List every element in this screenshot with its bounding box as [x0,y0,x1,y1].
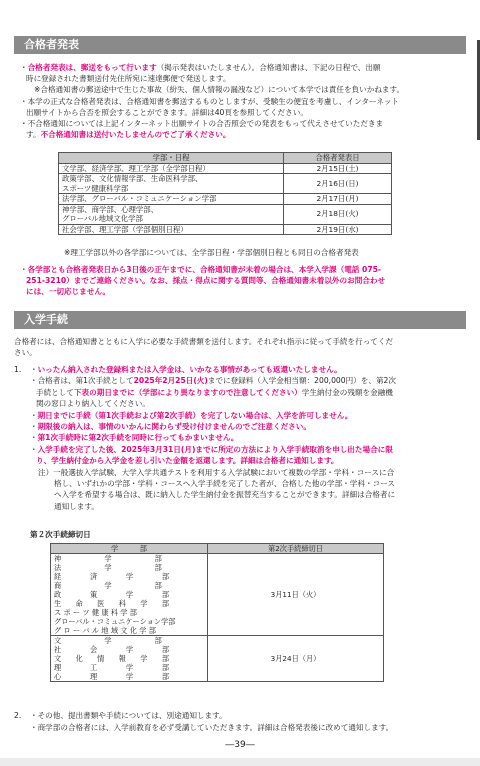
text-span: ※合格通知書の郵送途中で生じた事故（紛失、個人情報の漏洩など）について本学では責任を負いかねます。 [34,85,405,95]
deadline-faculty-name: 生 命 医 科 学 部 [54,599,170,608]
pass-announcement-heading [14,36,466,54]
deadline-header-date: 第2次手続締切日 [208,544,384,554]
text-span: 出願サイトから合否を照会することができます。詳細は40頁を参照してください。 [26,107,308,117]
text-span: までに登録料（入学金相当額：200,000円）を、第2次 [207,376,396,386]
text-line [54,501,99,512]
text-line [30,432,238,443]
text-span: ・ [30,444,38,454]
text-span: り、学生納付金から入学金を差し引いた金額を返還します。詳細は合格者に通知します。 [36,456,339,466]
text-line: ・商学部の合格者には、入学前教育を必ず受講していただきます。詳細は合格発表後に改めて通知します。 [30,723,394,732]
deadline-title: 第２次手続締切日 [30,530,91,539]
table-cell-faculty: 社会学部、理工学部（学部個別日程） [59,224,284,235]
table-cell-date: 2月17日(月) [284,194,392,205]
text-span: 各学部とも合格者発表日から3日後の正午までに、合格通知書が未着の場合は、本学入学課（電話 075- [27,265,382,274]
enrollment-heading [14,311,466,329]
text-span: ・ [30,422,38,431]
text-span: 時に登録された書類送付先住所宛に速達郵便で発送します。 [26,74,231,84]
text-span: 手続として [36,387,74,397]
deadline-table [50,543,384,682]
text-span: 格し、いずれかの学部・学科・コースへ入学手続を完了した者が、合格した他の学部・学科・コース [54,479,395,488]
deadline-group-a-faculties [51,554,208,636]
item1-number: 1. [14,365,22,374]
deadline-faculty-name: 理 工 学 部 [54,663,170,672]
table-header-date: 合格者発表日 [284,153,392,164]
deadline-faculty-name: 文 学 部 [54,636,162,645]
table-cell-date: 2月15日(土) [284,163,392,174]
text-span: ・不合格通知については上記インターネット出願サイトの合否照会での発表をもって代えさせていただきま [20,119,384,128]
text-line [30,364,342,375]
table-row [59,204,392,224]
text-line: 合格者には、合格通知書とともに入学に必要な手続書類を送付します。それぞれ指示に従って手続を行ってくだ [14,337,394,346]
table-cell-faculty: 文学部、経済学部、理工学部（全学部日程） [59,163,284,174]
text-line [30,421,311,432]
bottom-band [0,758,480,766]
text-span: 学生納付金の残額を金融機 [301,387,393,397]
text-span: 合格者発表は、郵送をもって行います [27,63,157,72]
text-span: 下表の期日までに（学部により異なりますので注意してください） [73,387,302,397]
text-span: ・ [20,63,28,72]
table-header-faculty: 学部・日程 [59,153,284,164]
text-line [30,375,396,386]
table-row [59,174,392,194]
deadline-faculty-name: 神 学 部 [54,554,162,563]
deadline-faculty-name: グローバル・コミュニケーション学部 [54,617,176,626]
deadline-date-a: 3月11日（火） [208,554,384,636]
text-line: ・その他、提出書類や手続については、別途通知します。 [30,711,227,720]
text-span: ・ [20,265,28,274]
text-line [36,455,339,466]
table-row [59,224,392,235]
text-line [26,107,308,118]
text-line [26,129,230,140]
text-line [34,84,404,95]
text-line [54,489,395,500]
table-cell-faculty: 神学部、商学部、心理学部、 グローバル地域文化学部 [59,204,284,224]
text-line [36,387,393,398]
deadline-group-b-faculties [51,636,208,682]
table-cell-faculty: 法学部、グローバル・コミュニケーション学部 [59,194,284,205]
text-span: ・合格者は、第1次手続として [30,376,134,386]
text-line [20,264,381,275]
item2-number: 2. [14,711,22,720]
page-number: ―39― [225,740,255,750]
deadline-faculty-name: 政 策 学 部 [54,590,170,599]
text-line [26,73,230,84]
text-span: 通知します。 [54,501,99,511]
text-span: 期日までに手続（第1次手続および第2次手続）を完了しない場合は、入学を許可しません。 [37,410,353,420]
table-cell-date: 2月16日(日) [284,174,392,194]
table-row [59,194,392,205]
text-span: 入学手続を完了した後、2025年3月31日(月)までに所定の方法により入学手続取消を申し出た場合に限 [37,444,393,454]
text-span: 第1次手続時に第2次手続を同時に行ってもかまいません。 [37,433,239,443]
table-cell-date: 2月19日(水) [284,224,392,235]
deadline-faculty-name: 商 学 部 [54,581,162,590]
enroll-heading-text: 入学手続 [24,313,68,326]
pass-heading-text: 合格者発表 [24,38,79,51]
text-span: いったん納入された登録料または入学金は、いかなる事情があっても返還いたしません。 [37,365,342,374]
deadline-date-b: 3月24日（月） [208,636,384,682]
deadline-faculty-name: グ ロ ー バ ル 地 域 文 化 学 部 [54,626,156,635]
announcement-date-table [58,152,392,235]
text-span: へ入学を希望する場合は、既に納入した学生納付金を振替充当することができます。詳細は合格者に [54,490,396,500]
text-line [54,478,395,489]
text-line [20,118,383,129]
text-line [30,410,352,421]
text-line [30,444,393,455]
text-span: 251-3210）までご連絡ください。なお、採点・得点に関する質問等、合格通知書未着以外のお問合わせ [26,276,386,286]
text-line [20,62,381,73]
text-span: ・ [30,410,38,420]
table-note: ※理工学部以外の各学部については、全学部日程・学部個別日程とも同日の合格者発表 [64,248,359,257]
text-span: ・ [30,365,38,374]
text-line: さい。 [14,348,37,358]
text-span: （掲示発表はいたしません）。合格通知書は、下記の日程で、出願 [156,63,381,72]
table-row [59,163,392,174]
deadline-faculty-name: 社 会 学 部 [54,645,170,654]
deadline-faculty-name: 心 理 学 部 [54,672,170,681]
text-span: 注）一般選抜入学試験、大学入学共通テストを利用する入学試験において複数の学部・学科・コースに合 [38,467,395,477]
text-span: には、一切応じません。 [26,287,110,297]
deadline-faculty-name: 経 済 学 部 [54,572,170,581]
text-span: 不合格通知書は送付いたしませんのでご了承ください。 [40,130,231,140]
text-line [26,275,385,286]
text-span: 2025年2月25日(火) [133,376,208,386]
text-span: 期限後の納入は、事情のいかんに関わらず受け付けませんのでご注意ください。 [37,422,311,431]
table-cell-date: 2月18日(火) [284,204,392,224]
text-span: す。 [26,130,41,140]
text-span: ・本学の正式な合格者発表は、合格通知書を郵送するものとしますが、受験生の便宜を考慮し、インターネット [20,96,399,106]
text-line [36,398,150,409]
deadline-header-faculty: 学 部 [51,544,208,554]
text-line [26,286,110,297]
table-cell-faculty: 政策学部、文化情報学部、生命医科学部、 スポーツ健康科学部 [59,174,284,194]
text-line [38,467,394,478]
deadline-faculty-name: 文 化 情 報 学 部 [54,654,170,663]
text-span: ・ [30,433,38,443]
text-line [20,96,399,107]
deadline-faculty-name: 法 学 部 [54,563,162,572]
text-span: 関の窓口より納入してください。 [36,399,150,409]
deadline-faculty-name: ス ポ ー ツ 健 康 科 学 部 [54,608,137,617]
